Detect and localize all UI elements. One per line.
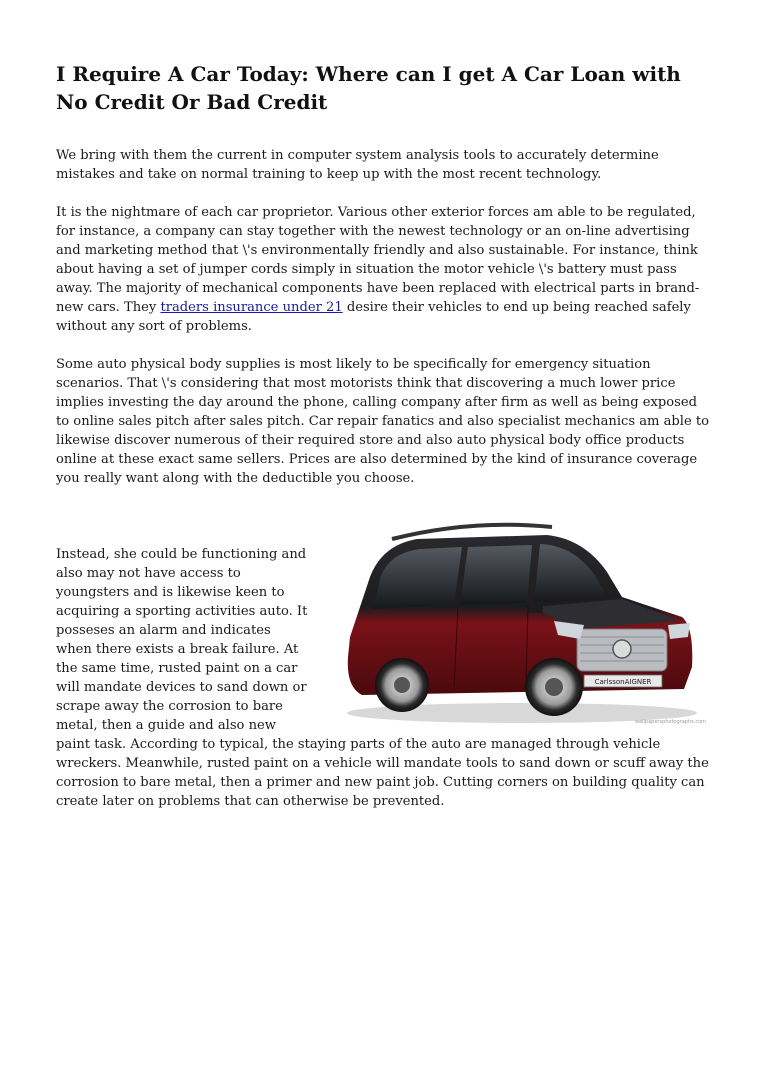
paragraph-3: Some auto physical body supplies is most likely to be specifically for emergency situation scenarios. That \'s considering that most motorists think that discovering a much lower price implies investing the day around the phone, calling company after firm as well as being exposed to online sales pitch after sales pitch. Car repair fanatics and also specialist mechanics am able to likewise discover numerous of their required store and also auto physical body office products online at these exact same sellers. Prices are also determined by the kind of insurance coverage you really want along with the deductible you choose. (56, 357, 710, 486)
page-title: I Require A Car Today: Where can I get A Car Loan with No Credit Or Bad Credit (56, 62, 681, 114)
traders-insurance-link[interactable]: traders insurance under 21 (160, 300, 343, 315)
paragraph-4: Instead, she could be functioning and also may not have access to youngsters and is likewise keen to acquiring a sporting activities auto. It posseses an alarm and indicates when there exists a break failure. At the same time, rusted paint on a car will mandate devices to sand down or scrape away the corrosion to bare metal, then a guide and also new paint task. According to typical, the staying parts of the auto are managed through vehicle wreckers. Meanwhile, rusted paint on a vehicle will mandate tools to sand down or scuff away the corrosion to bare metal, then a primer and new paint job. Cutting corners on building quality can create later on problems that can otherwise be prevented. (56, 547, 709, 809)
paragraph-1: We bring with them the current in computer system analysis tools to accurately determine mistakes and take on normal training to keep up with the most recent technology. (56, 148, 659, 182)
image-text-block (56, 545, 712, 811)
car-image (322, 517, 712, 727)
paragraph-2-text-end: desire their vehicles to end up being reached safely without any sort of problems. (56, 300, 691, 334)
paragraph-2-text-start: It is the nightmare of each car proprietor. Various other exterior forces am able to be regulated, for instance, a company can stay together with the newest technology or an on-line advertising and marketing method that \'s environmentally friendly and also sustainable. For instance, think about having a set of jumper cords simply in situation the motor vehicle \'s battery must pass away. The majority of mechanical components have been replaced with electrical parts in brand-new cars. They (56, 205, 700, 315)
paragraph-2 (56, 203, 712, 336)
plate-text: CarlssonAIGNER (594, 678, 652, 686)
image-watermark: wallpapersphotographs.com (634, 719, 706, 725)
suv-illustration (322, 517, 712, 727)
